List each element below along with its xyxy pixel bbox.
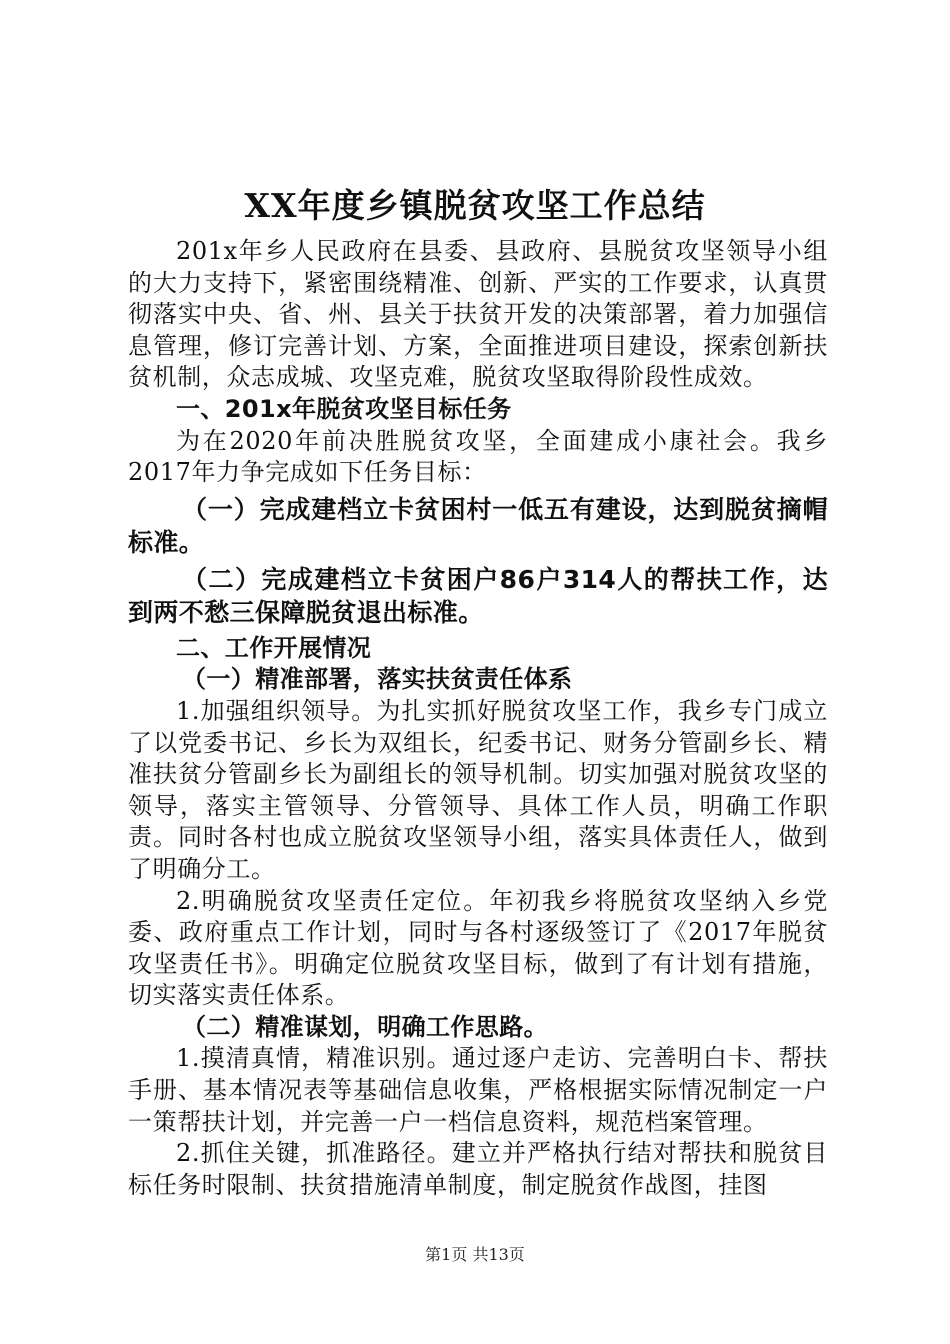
- paragraph-identification: 1.摸清真情，精准识别。通过逐户走访、完善明白卡、帮扶手册、基本情况表等基础信息收集，严格根据实际情况制定一户一策帮扶计划，并完善一户一档信息资料，规范档案管理。: [128, 1044, 828, 1136]
- section-heading-1: 一、201x年脱贫攻坚目标任务: [176, 394, 512, 423]
- target-item-1: （一）完成建档立卡贫困村一低五有建设，达到脱贫摘帽标准。: [128, 494, 828, 557]
- section-heading-2: 二、工作开展情况: [176, 633, 372, 662]
- paragraph-responsibility: 2.明确脱贫攻坚责任定位。年初我乡将脱贫攻坚纳入乡党委、政府重点工作计划，同时与各村逐级签订了《2017年脱贫攻坚责任书》。明确定位脱贫攻坚目标，做到了有计划有措施，切实落实责任体系。: [128, 886, 828, 1010]
- paragraph-goal-intro: 为在2020年前决胜脱贫攻坚，全面建成小康社会。我乡2017年力争完成如下任务目标：: [128, 426, 828, 487]
- page-footer: 第1页 共13页: [425, 1245, 525, 1264]
- intro-paragraph: 201x年乡人民政府在县委、县政府、县脱贫攻坚领导小组的大力支持下，紧密围绕精准、创新、严实的工作要求，认真贯彻落实中央、省、州、县关于扶贫开发的决策部署，着力加强信息管理，修订完善计划、方案，全面推进项目建设，探索创新扶贫机制，众志成城、攻坚克难，脱贫攻坚取得阶段性成效。: [128, 237, 828, 392]
- paragraph-organization: 1.加强组织领导。为扎实抓好脱贫攻坚工作，我乡专门成立了以党委书记、乡长为双组长，纪委书记、财务分管副乡长、精准扶贫分管副乡长为副组长的领导机制。切实加强对脱贫攻坚的领导，落实主管领导、分管领导、具体工作人员，明确工作职责。同时各村也成立脱贫攻坚领导小组，落实具体责任人，做到了明确分工。: [128, 696, 828, 883]
- document-title: XX年度乡镇脱贫攻坚工作总结: [244, 186, 706, 225]
- document-body: [128, 236, 828, 1201]
- subsection-heading-1: （一）精准部署，落实扶贫责任体系: [182, 665, 573, 694]
- subsection-heading-2: （二）精准谋划，明确工作思路。: [182, 1012, 548, 1041]
- target-item-2: （二）完成建档立卡贫困户86户314人的帮扶工作，达到两不愁三保障脱贫退出标准。: [128, 564, 828, 627]
- paragraph-key-path: 2.抓住关键，抓准路径。建立并严格执行结对帮扶和脱贫目标任务时限制、扶贫措施清单制度，制定脱贫作战图，挂图: [128, 1139, 828, 1199]
